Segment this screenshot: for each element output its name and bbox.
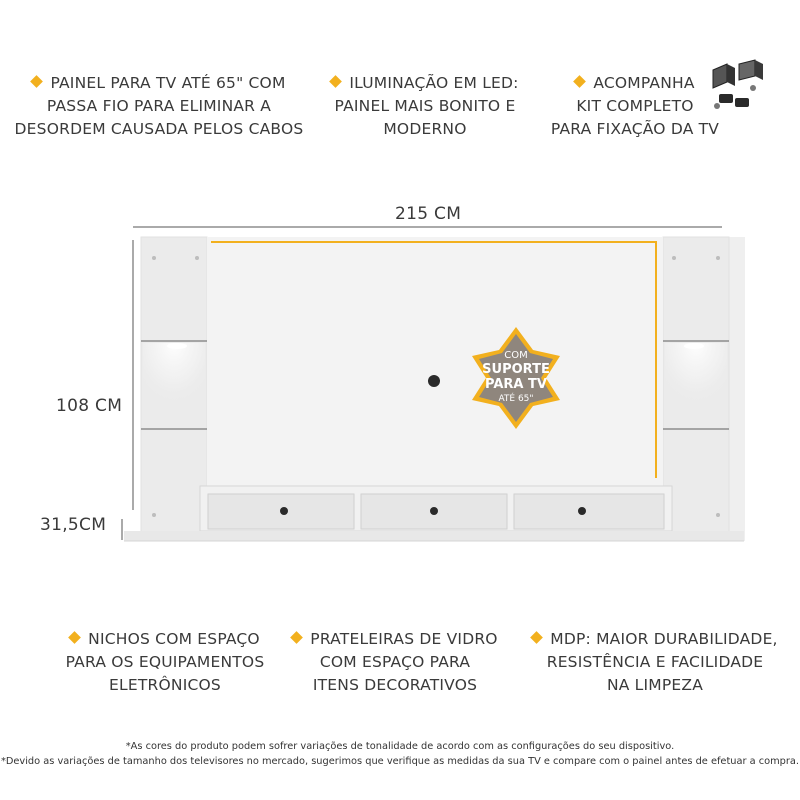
feature-line: NA LIMPEZA	[606, 676, 704, 694]
feature-line: ELETRÔNICOS	[109, 676, 221, 694]
footnote-color-disclaimer: *As cores do produto podem sofrer variações de tonalidade de acordo com as configurações do seu dispositivo.	[125, 741, 675, 752]
diamond-bullet-icon	[530, 631, 543, 644]
feature-line: KIT COMPLETO	[576, 97, 694, 115]
feature-line: ACOMPANHA	[593, 74, 695, 92]
niche	[514, 494, 664, 529]
dimension-height: 108 CM	[56, 396, 123, 416]
feature-line: DESORDEM CAUSADA PELOS CABOS	[14, 120, 304, 138]
feature-line: NICHOS COM ESPAÇO	[88, 630, 260, 648]
led-light-icon	[665, 343, 727, 431]
feature-line: MODERNO	[383, 120, 467, 138]
badge-line-2: SUPORTE	[482, 362, 550, 377]
badge-line-1: COM	[504, 350, 528, 361]
cable-pass-hole	[428, 375, 440, 387]
feature-glass-shelves	[290, 628, 500, 697]
dimension-depth: 31,5CM	[40, 515, 107, 535]
feature-line: PAINEL MAIS BONITO E	[334, 97, 516, 115]
feature-line: MDP: MAIOR DURABILIDADE,	[550, 630, 778, 648]
tv-area	[207, 237, 663, 487]
led-light-icon	[143, 343, 205, 431]
feature-line: RESISTÊNCIA E FACILIDADE	[546, 653, 764, 671]
feature-mdp	[520, 628, 790, 697]
diamond-bullet-icon	[68, 631, 81, 644]
footnote-size-disclaimer: *Devido as variações de tamanho dos televisores no mercado, sugerimos que verifique as medidas da sua TV e compare com o painel antes de efetuar a compra.	[0, 756, 800, 767]
feature-line: PARA FIXAÇÃO DA TV	[550, 120, 720, 138]
feature-line: ITENS DECORATIVOS	[312, 676, 478, 694]
diamond-bullet-icon	[290, 631, 303, 644]
dimension-total-width: 215 CM	[395, 204, 462, 224]
feature-line: PAINEL PARA TV ATÉ 65" COM	[50, 74, 286, 92]
feature-niches	[50, 628, 280, 697]
feature-line: PRATELEIRAS DE VIDRO	[310, 630, 498, 648]
badge-line-4: ATÉ 65"	[498, 394, 534, 404]
feature-line: PASSA FIO PARA ELIMINAR A	[46, 97, 272, 115]
feature-line: ILUMINAÇÃO EM LED:	[349, 74, 519, 92]
feature-line: PARA OS EQUIPAMENTOS	[65, 653, 265, 671]
feature-line: COM ESPAÇO PARA	[319, 653, 471, 671]
badge-line-3: PARA TV	[485, 377, 547, 392]
